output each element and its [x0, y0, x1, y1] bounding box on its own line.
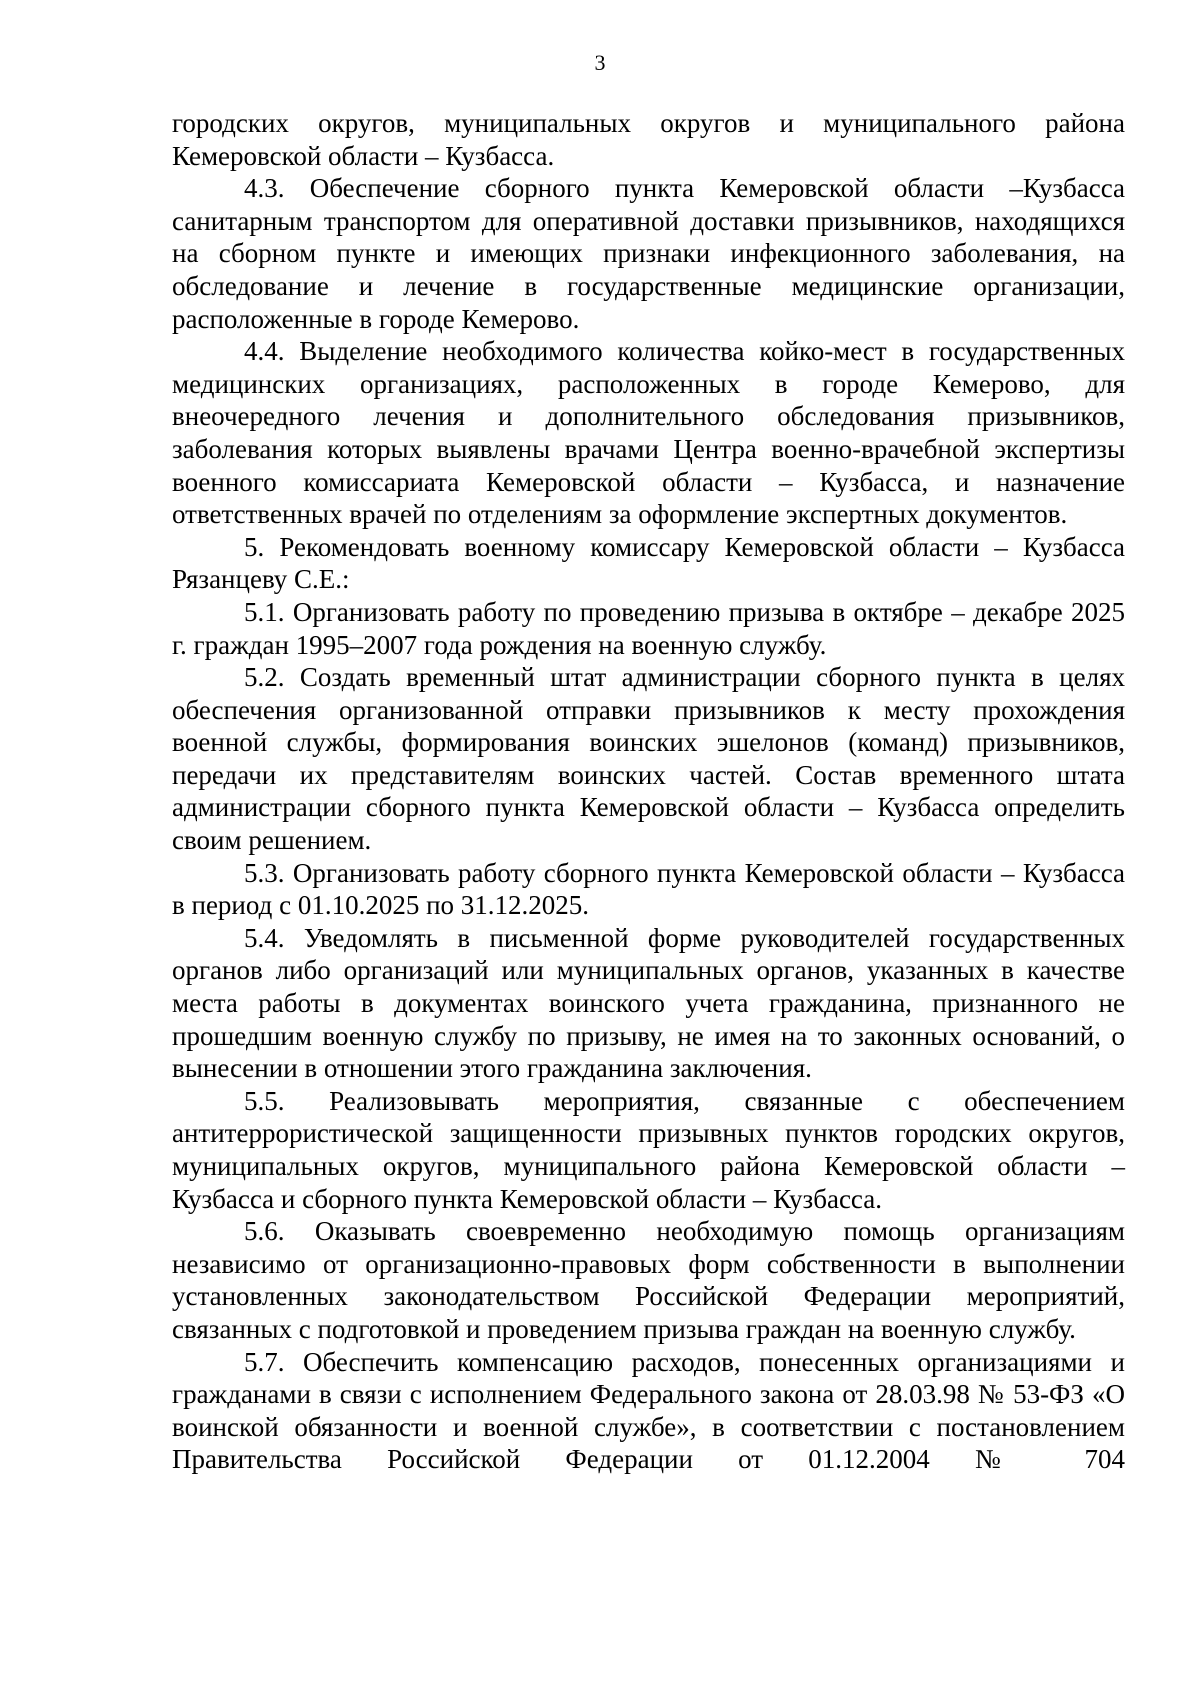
paragraph-5: 5. Рекомендовать военному комиссару Кемеровской области – Кузбасса Рязанцеву С.Е.:: [172, 531, 1125, 595]
document-body: [172, 107, 1125, 1476]
page-number: 3: [594, 50, 606, 75]
paragraph-5-3: 5.3. Организовать работу сборного пункта Кемеровской области – Кузбасса в период с 01.10.2025 по 31.12.2025.: [172, 857, 1125, 921]
paragraph-4-3: 4.3. Обеспечение сборного пункта Кемеровской области –Кузбасса санитарным транспортом для оперативной доставки призывников, находящихся на сборном пункте и имеющих признаки инфекционного заболевания, на обследование и лечение в государственные медицинские организации, расположенные в городе Кемерово.: [172, 173, 1125, 334]
paragraph-continuation: городских округов, муниципальных округов и муниципального района Кемеровской области – Кузбасса.: [172, 108, 1125, 171]
paragraph-5-1: 5.1. Организовать работу по проведению призыва в октябре – декабре 2025 г. граждан 1995–2007 года рождения на военную службу.: [172, 596, 1125, 660]
paragraph-5-4: 5.4. Уведомлять в письменной форме руководителей государственных органов либо организаций или муниципальных органов, указанных в качестве места работы в документах воинского учета гражданина, признанного не прошедшим военную службу по призыву, не имея на то законных оснований, о вынесении в отношении этого гражданина заключения.: [172, 922, 1125, 1084]
paragraph-5-2: 5.2. Создать временный штат администрации сборного пункта в целях обеспечения организованной отправки призывников к месту прохождения военной службы, формирования воинских эшелонов (команд) призывников, передачи их представителям воинских частей. Состав временного штата администрации сборного пункта Кемеровской области – Кузбасса определить своим решением.: [172, 662, 1125, 856]
paragraph-5-6: 5.6. Оказывать своевременно необходимую помощь организациям независимо от организационно-правовых форм собственности в выполнении установленных законодательством Российской Федерации мероприятий, связанных с подготовкой и проведением призыва граждан на военную службу.: [172, 1216, 1125, 1344]
paragraph-5-5: 5.5. Реализовывать мероприятия, связанные с обеспечением антитеррористической защищенности призывных пунктов городских округов, муниципальных округов, муниципального района Кемеровской области – Кузбасса и сборного пункта Кемеровской области – Кузбасса.: [172, 1085, 1125, 1214]
paragraph-5-7: 5.7. Обеспечить компенсацию расходов, понесенных организациями и гражданами в связи с исполнением Федерального закона от 28.03.98 № 53-ФЗ «О воинской обязанности и военной службе», в соответствии с постановлением Правительства Российской Федерации от 01.12.2004 № 704: [172, 1346, 1125, 1475]
paragraph-4-4: 4.4. Выделение необходимого количества койко-мест в государственных медицинских организациях, расположенных в городе Кемерово, для внеочередного лечения и дополнительного обследования призывников, заболевания которых выявлены врачами Центра военно-врачебной экспертизы военного комиссариата Кемеровской области – Кузбасса, и назначение ответственных врачей по отделениям за оформление экспертных документов.: [172, 336, 1125, 530]
